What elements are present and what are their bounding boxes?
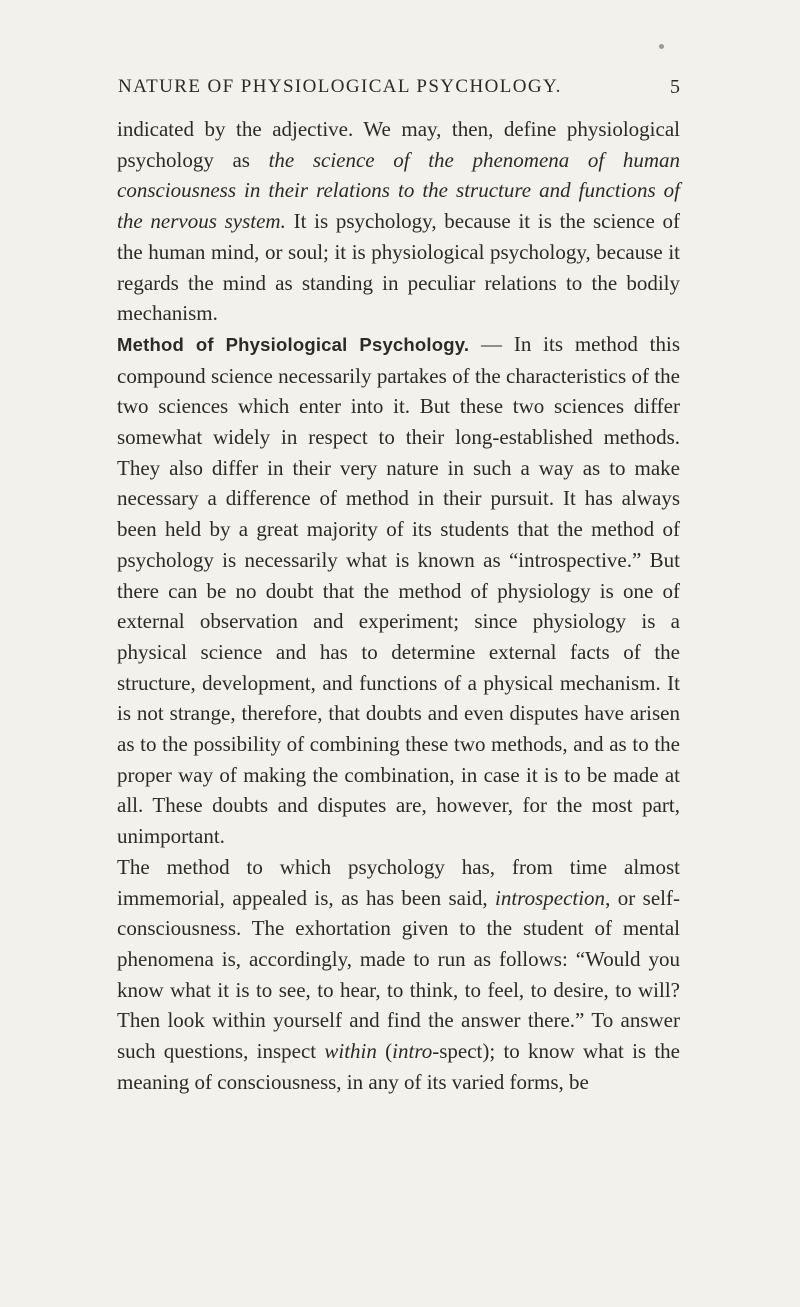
italic-term: within (324, 1039, 377, 1064)
text-run: ( (376, 1039, 393, 1064)
body-text (117, 114, 680, 1098)
page-number: 5 (670, 76, 680, 98)
text-run: -spect); to know what is the meaning of consciousness, in any of its varied forms, be (117, 1039, 681, 1094)
italic-term: intro (392, 1039, 433, 1064)
text-run: It is psychology, because it is the science of the human mind, or soul; it is physiological psychology, because it regards the mind as standing in peculiar relations to the bodily mechanism. (117, 209, 680, 326)
italic-term: introspection (495, 885, 606, 910)
running-title: NATURE OF PHYSIOLOGICAL PSYCHOLOGY. (118, 76, 562, 97)
paragraph-1 (117, 114, 680, 329)
text-run: indicated by the adjective. We may, then, define physiological psychology as (117, 117, 680, 172)
text-run: , or self-consciousness. The exhortation given to the student of mental phenomena is, accordingly, made to run as follows: “Would you know what it is to see, to hear, to think, to feel, to desire, to will? Then look within yourself and find the answer there.” To answer such questions, inspect (117, 885, 680, 1064)
print-speck (659, 44, 664, 49)
running-header (118, 76, 680, 98)
section-heading: Method of Physiological Psychology. (117, 333, 470, 355)
paragraph-2 (117, 329, 680, 852)
definition-italic: the science of the phenomena of human consciousness in their relations to the structure and functions of the nervous system. (117, 147, 680, 234)
text-run: — In its method this compound science necessarily partakes of the characteristics of the two sciences which enter into it. But these two sciences differ somewhat widely in respect to their long-established methods. They also differ in their very nature in such a way as to make necessary a difference of method in their pursuit. It has always been held by a great majority of its students that the method of psychology is necessarily what is known as “introspective.” But there can be no doubt that the method of physiology is one of external observation and experiment; since physiology is a physical science and has to determine external facts of the structure, development, and functions of a physical mechanism. It is not strange, therefore, that doubts and even disputes have arisen as to the possibility of combining these two methods, and as to the proper way of making the combination, in case it is to be made at all. These doubts and disputes are, however, for the most part, unimportant. (117, 331, 680, 849)
paragraph-3 (117, 852, 680, 1098)
text-run: The method to which psychology has, from time almost immemorial, appealed is, as has been said, (117, 854, 680, 910)
